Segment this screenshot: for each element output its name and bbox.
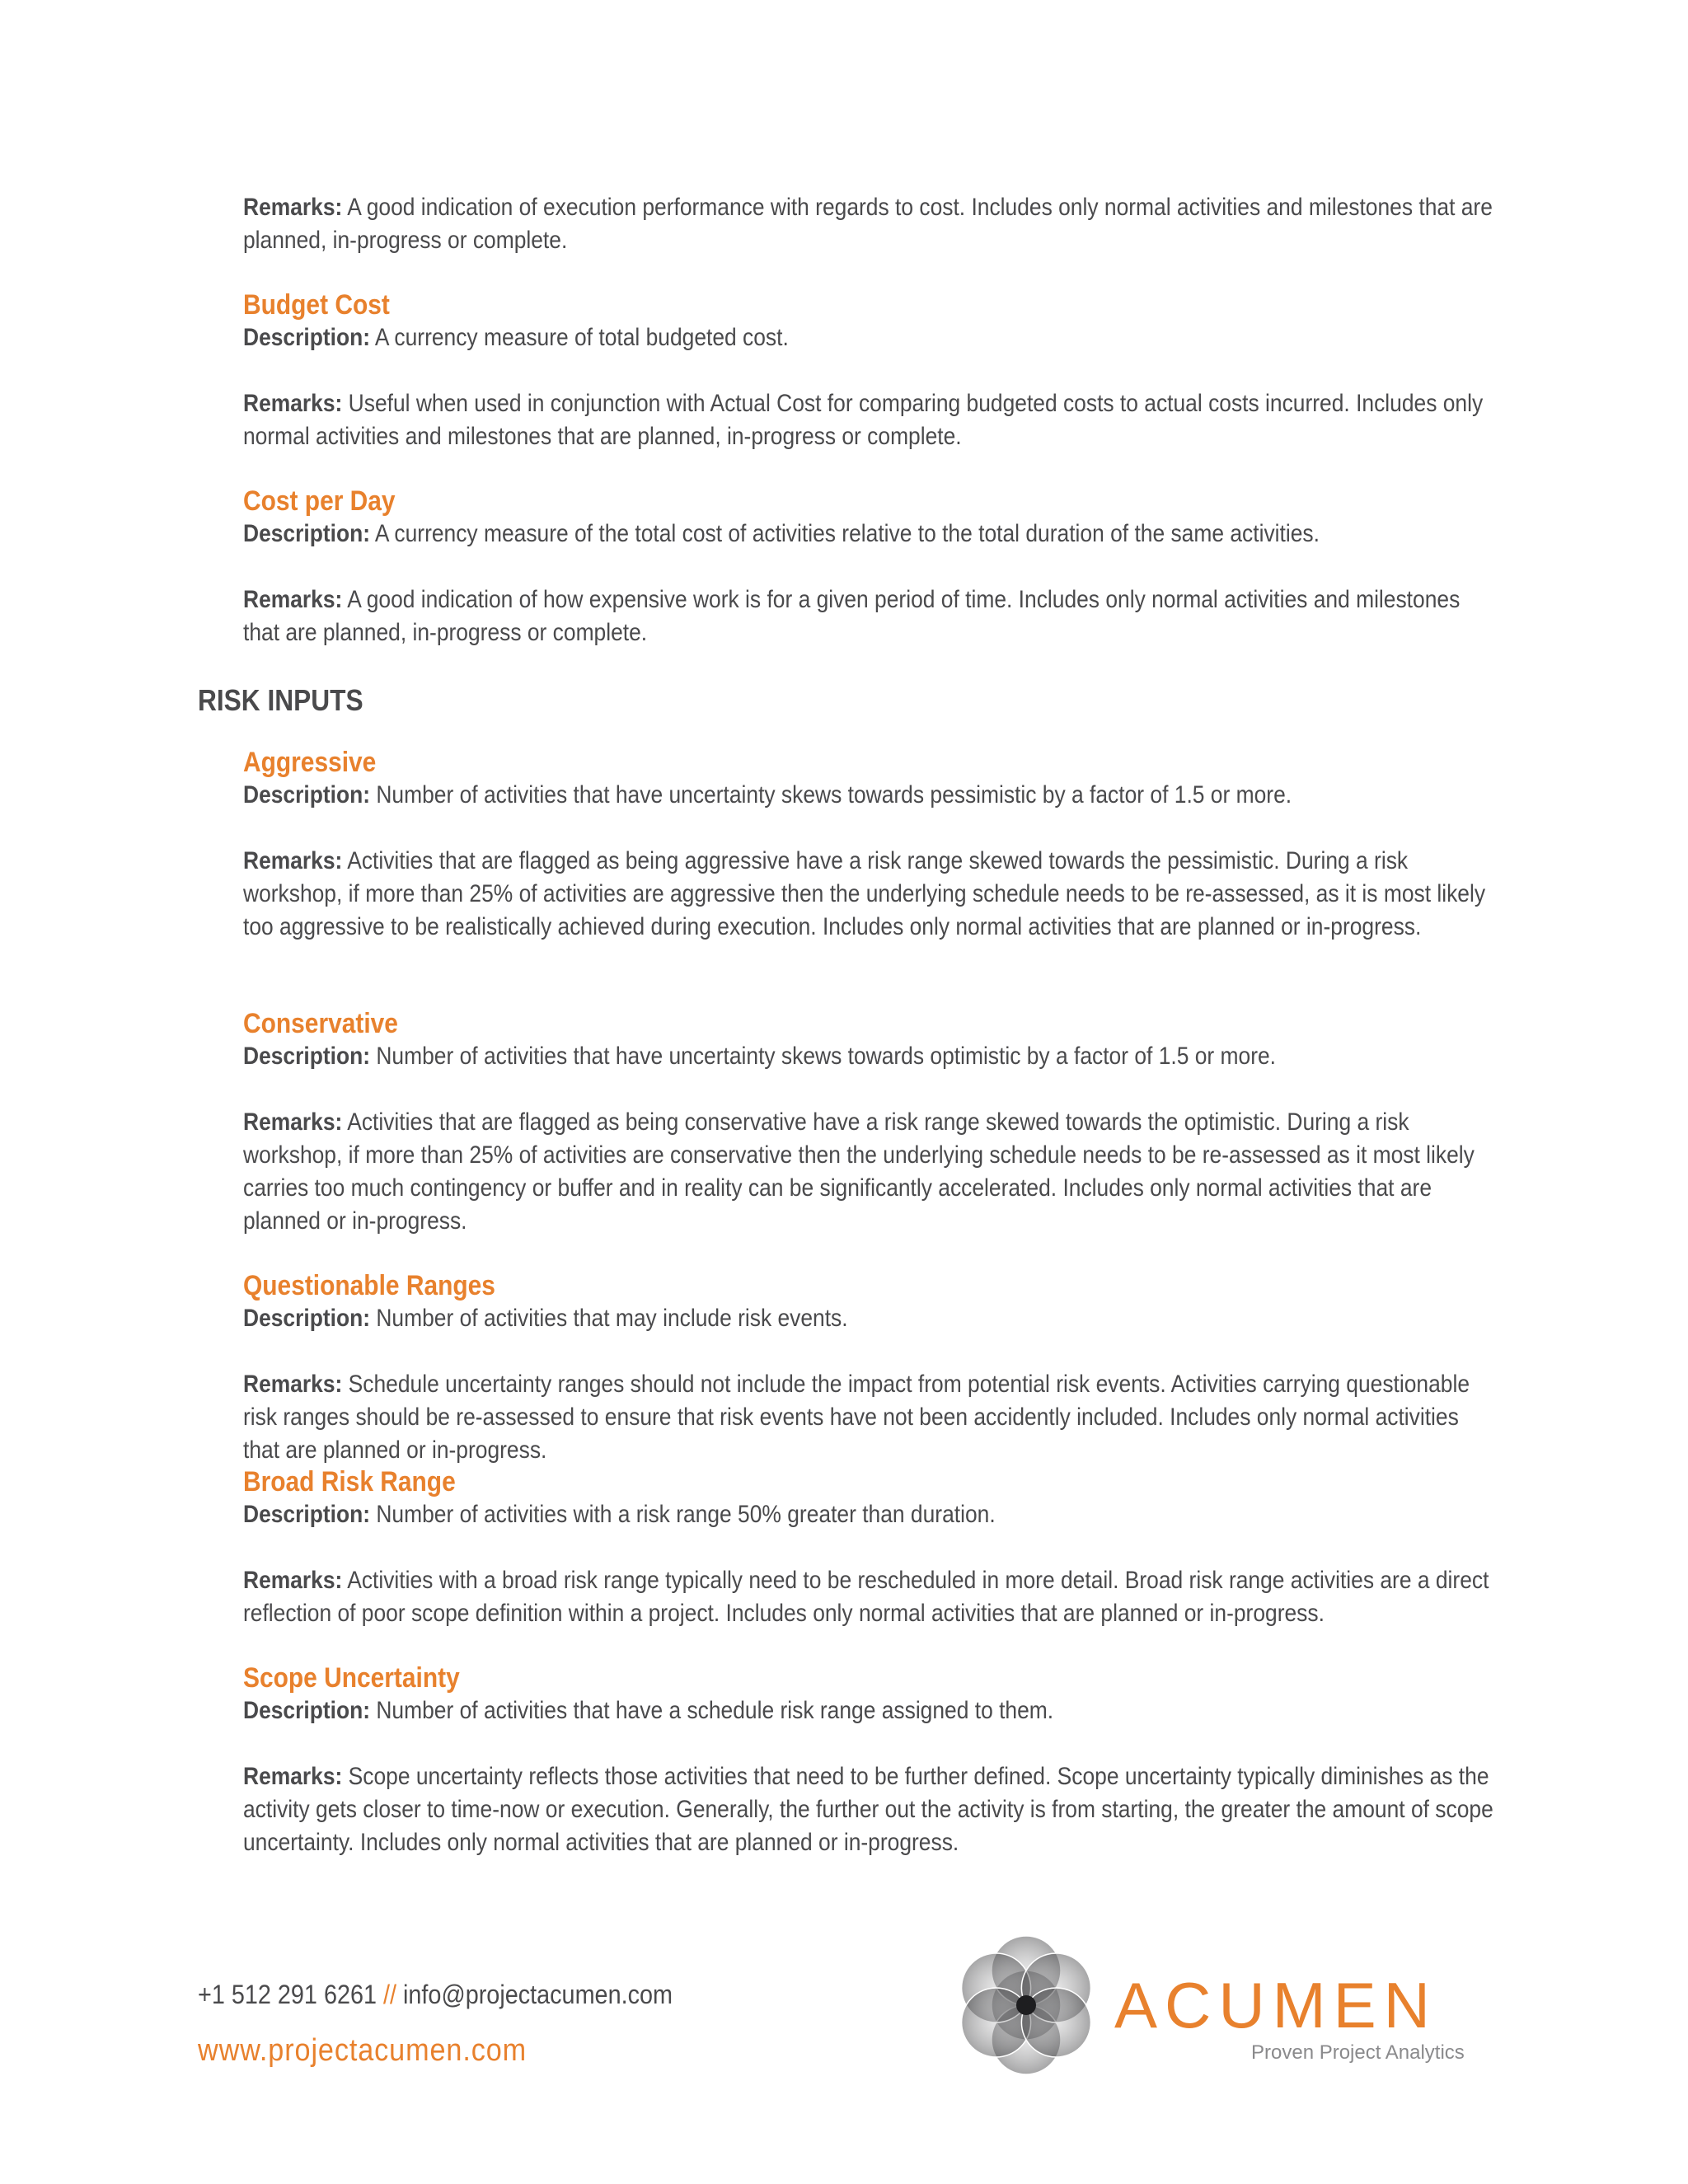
- section-heading: Budget Cost: [243, 289, 390, 321]
- section-conservative: [243, 1007, 1496, 1238]
- section-remarks: [243, 387, 1498, 453]
- section-description: [243, 1040, 1498, 1073]
- section-heading: Questionable Ranges: [243, 1270, 495, 1301]
- remarks-label: Remarks:: [243, 847, 343, 874]
- description-label: Description:: [243, 1501, 371, 1528]
- remarks-text: A good indication of how expensive work is for a given period of time. Includes only normal activities and milestones that are planned, in-progress or complete.: [243, 586, 1461, 646]
- description-label: Description:: [243, 781, 371, 808]
- remarks-text: Activities that are flagged as being aggressive have a risk range skewed towards the pessimistic. During a risk workshop, if more than 25% of activities are aggressive then the underlying schedule needs to be re-assessed, as it is most likely too aggressive to be realistically achieved during execution. Includes only normal activities that are planned or in-progress.: [243, 847, 1486, 940]
- footer-contact: [198, 1978, 673, 2011]
- description-label: Description:: [243, 1697, 371, 1724]
- remarks-text: Schedule uncertainty ranges should not include the impact from potential risk events. Activities carrying questionable risk ranges should be re-assessed to ensure that risk events have not been accidently included. Includes only normal activities that are planned or in-progress.: [243, 1371, 1470, 1464]
- remarks-label: Remarks:: [243, 390, 343, 417]
- section-remarks: [243, 1760, 1498, 1859]
- section-description: [243, 321, 1498, 354]
- section-description: [243, 779, 1498, 812]
- description-text: Number of activities that have a schedule risk range assigned to them.: [370, 1697, 1054, 1724]
- section-scope-uncertainty: [243, 1661, 1496, 1859]
- section-remarks: [243, 1368, 1498, 1467]
- description-text: Number of activities that have uncertainty skews towards optimistic by a factor of 1.5 or more.: [370, 1043, 1277, 1070]
- footer-separator: //: [383, 1980, 397, 2009]
- description-label: Description:: [243, 324, 371, 351]
- section-remarks: [243, 1564, 1498, 1630]
- section-heading: Aggressive: [243, 747, 377, 778]
- section-heading: Cost per Day: [243, 485, 396, 517]
- remarks-label: Remarks:: [243, 1108, 343, 1136]
- section-broad-risk-range: [243, 1465, 1496, 1630]
- remarks-text: A good indication of execution performance with regards to cost. Includes only normal activities and milestones that are planned, in-progress or complete.: [243, 194, 1493, 254]
- description-label: Description:: [243, 1043, 371, 1070]
- section-remarks: [243, 845, 1498, 944]
- description-text: Number of activities that may include risk events.: [370, 1305, 848, 1332]
- remarks-label: Remarks:: [243, 1371, 343, 1398]
- intro-block: [243, 191, 1496, 257]
- remarks-label: Remarks:: [243, 1763, 343, 1790]
- description-label: Description:: [243, 520, 371, 547]
- section-questionable-ranges: [243, 1269, 1496, 1467]
- brand-name: ACUMEN: [1114, 1969, 1438, 2041]
- footer-phone[interactable]: +1 512 291 6261: [198, 1980, 377, 2009]
- section-remarks: [243, 583, 1498, 649]
- remarks-text: Useful when used in conjunction with Actual Cost for comparing budgeted costs to actual costs incurred. Includes only normal activities and milestones that are planned, in-progress or complete.: [243, 390, 1484, 450]
- footer-email-link[interactable]: info@projectacumen.com: [403, 1980, 673, 2009]
- section-description: [243, 1302, 1498, 1335]
- intro-remarks: [243, 191, 1498, 257]
- remarks-label: Remarks:: [243, 1567, 343, 1594]
- section-heading: Broad Risk Range: [243, 1466, 456, 1497]
- remarks-text: Activities with a broad risk range typically need to be rescheduled in more detail. Broad risk range activities are a direct reflection of poor scope definition within a project. Includes only normal activities that are planned or in-progress.: [243, 1567, 1489, 1627]
- remarks-label: Remarks:: [243, 194, 343, 221]
- remarks-text: Activities that are flagged as being conservative have a risk range skewed towards the optimistic. During a risk workshop, if more than 25% of activities are conservative then the underlying schedule needs to be re-assessed as it most likely carries too much contingency or buffer and in reality can be significantly accelerated. Includes only normal activities that are planned or in-progress.: [243, 1108, 1475, 1235]
- section-aggressive: [243, 746, 1496, 944]
- risk-inputs-title: RISK INPUTS: [198, 683, 363, 717]
- description-label: Description:: [243, 1305, 371, 1332]
- description-text: A currency measure of the total cost of activities relative to the total duration of the same activities.: [370, 520, 1320, 547]
- description-text: Number of activities with a risk range 50% greater than duration.: [370, 1501, 996, 1528]
- remarks-text: Scope uncertainty reflects those activities that need to be further defined. Scope uncertainty typically diminishes as the activity gets closer to time-now or execution. Generally, the further out the activity is from starting, the greater the amount of scope uncertainty. Includes only normal activities that are planned or in-progress.: [243, 1763, 1493, 1856]
- description-text: Number of activities that have uncertainty skews towards pessimistic by a factor of 1.5 or more.: [370, 781, 1292, 808]
- section-remarks: [243, 1106, 1498, 1238]
- flower-of-life-logo-icon: [956, 1935, 1096, 2075]
- section-heading: Scope Uncertainty: [243, 1662, 460, 1694]
- brand-tagline: Proven Project Analytics: [1251, 2041, 1465, 2064]
- section-budget-cost: [243, 288, 1496, 453]
- section-heading: Conservative: [243, 1008, 398, 1039]
- section-description: [243, 1498, 1498, 1531]
- section-description: [243, 1694, 1498, 1727]
- section-cost-per-day: [243, 485, 1496, 649]
- section-description: [243, 518, 1498, 551]
- remarks-label: Remarks:: [243, 586, 343, 613]
- description-text: A currency measure of total budgeted cost.: [370, 324, 789, 351]
- footer-website-link[interactable]: www.projectacumen.com: [198, 2033, 528, 2068]
